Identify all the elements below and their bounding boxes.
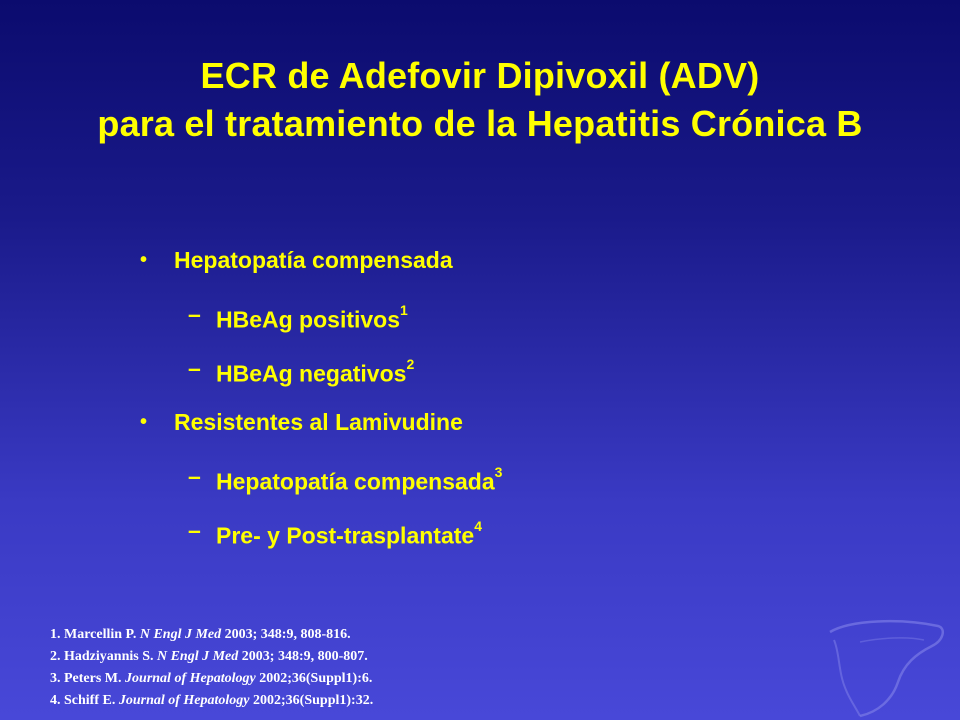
dash-marker: –	[188, 301, 201, 327]
liver-logo-icon	[820, 612, 950, 720]
sub-bullet-item	[140, 346, 860, 400]
bullet-marker: •	[140, 249, 148, 271]
bullet-text: HBeAg positivos	[216, 306, 401, 333]
dash-marker: –	[188, 463, 201, 489]
bullet-marker: •	[140, 411, 148, 433]
bullet-text: Hepatopatía compensada	[216, 468, 495, 495]
bullet-text: Hepatopatía compensada	[174, 247, 453, 273]
journal-name: Journal of Hepatology	[118, 693, 250, 708]
journal-name: N Engl J Med	[156, 649, 239, 664]
footnote-ref: 2	[406, 356, 415, 372]
sub-bullet-item	[140, 292, 860, 346]
dash-marker: –	[188, 517, 201, 543]
bullet-text: HBeAg negativos	[216, 360, 407, 387]
reference-item: 2. Hadziyannis S. N Engl J Med 2003; 348:9, 800-807.	[50, 649, 368, 664]
bullet-list	[140, 238, 860, 562]
bullet-item	[140, 400, 860, 454]
journal-name: N Engl J Med	[139, 627, 222, 642]
reference-item: 1. Marcellin P. N Engl J Med 2003; 348:9, 808-816.	[50, 627, 351, 642]
footnote-ref: 3	[494, 464, 503, 480]
bullet-text: Resistentes al Lamivudine	[174, 409, 463, 435]
footnote-ref: 4	[474, 518, 482, 534]
journal-name: Journal of Hepatology	[125, 671, 256, 686]
slide-title	[0, 52, 960, 148]
title-line-2: para el tratamiento de la Hepatitis Crónica B	[97, 103, 863, 144]
reference-item: 4. Schiff E. Journal of Hepatology 2002;36(Suppl1):32.	[50, 693, 374, 708]
sub-bullet-item	[140, 454, 860, 508]
bullet-item	[140, 238, 860, 292]
reference-item: 3. Peters M. Journal of Hepatology 2002;36(Suppl1):6.	[50, 671, 373, 686]
title-line-1: ECR de Adefovir Dipivoxil (ADV)	[200, 55, 760, 96]
bullet-text: Pre- y Post-trasplantate	[216, 522, 475, 549]
footnote-ref: 1	[400, 302, 408, 318]
references	[50, 624, 750, 712]
sub-bullet-item	[140, 508, 860, 562]
dash-marker: –	[188, 355, 201, 381]
